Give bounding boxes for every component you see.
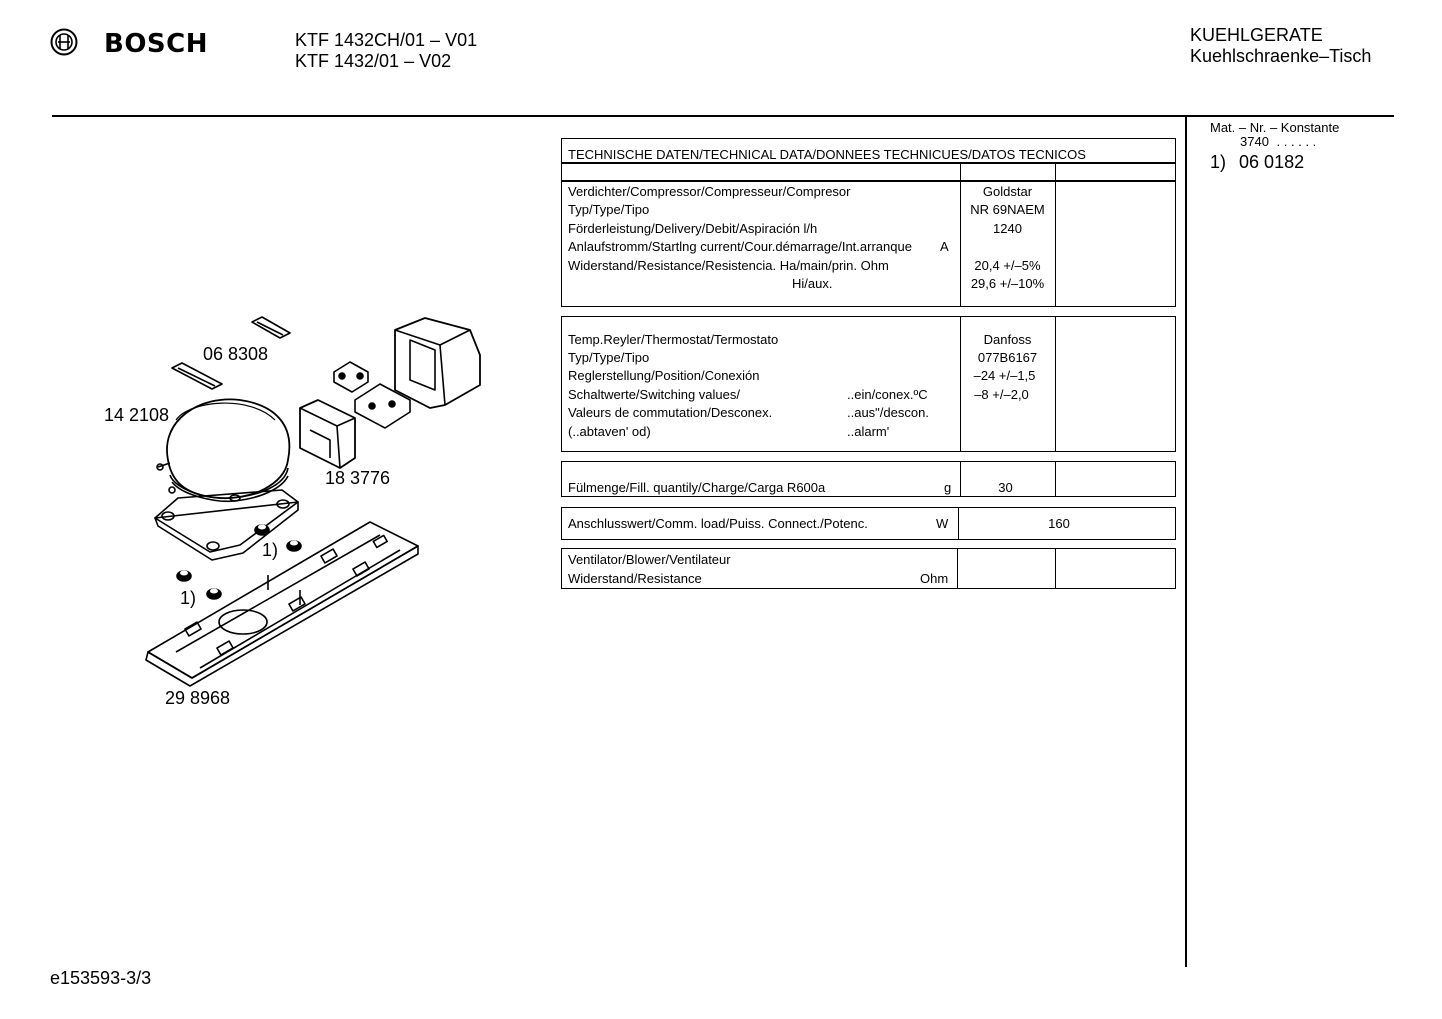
header-rule bbox=[52, 115, 1394, 117]
part-label-068308: 06 8308 bbox=[203, 344, 269, 364]
fill-quantity-value: 30 bbox=[998, 480, 1013, 495]
part-label-298968: 29 8968 bbox=[165, 688, 231, 708]
category-subtitle: Kuehlschraenke–Tisch bbox=[1190, 46, 1372, 66]
compressor-row-label: Typ/Type/Tipo bbox=[568, 202, 650, 217]
thermostat-value: Danfoss bbox=[983, 332, 1032, 347]
tech-title: TECHNISCHE DATEN/TECHNICAL DATA/DONNEES TECHNICUES/DATOS TECNICOS bbox=[568, 147, 1086, 162]
footnote-label-lower: 1) bbox=[180, 588, 197, 608]
footnote-label-upper: 1) bbox=[262, 540, 279, 560]
document-id: e153593-3/3 bbox=[50, 968, 152, 988]
brand-name: BOSCH bbox=[104, 29, 208, 59]
thermostat-mid-label: ..ein/conex.ºC bbox=[847, 387, 928, 402]
mat-nr-value bbox=[1240, 134, 1316, 149]
fan-resistance-label: Widerstand/Resistance bbox=[568, 571, 702, 586]
fan-label: Ventilator/Blower/Ventilateur bbox=[568, 552, 731, 567]
compressor-row-label: Verdichter/Compressor/Compresseur/Compresor bbox=[568, 184, 851, 199]
thermostat-mid-label: ..aus"/descon. bbox=[847, 405, 929, 420]
mat-nr-number: 3740 bbox=[1240, 134, 1269, 149]
fill-quantity-label: Fülmenge/Fill. quantily/Charge/Carga R600a bbox=[568, 480, 826, 495]
footnote-entry bbox=[1210, 152, 1304, 173]
connected-load-label: Anschlusswert/Comm. load/Puiss. Connect./Potenc. bbox=[568, 516, 868, 531]
compressor-row-label: Widerstand/Resistance/Resistencia. Ha/main/prin. Ohm bbox=[568, 258, 889, 273]
part-label-142108: 14 2108 bbox=[104, 405, 170, 425]
compressor-value: 1240 bbox=[993, 221, 1022, 236]
compressor-unit-a: A bbox=[940, 239, 949, 254]
compressor-value: Goldstar bbox=[982, 184, 1033, 199]
thermostat-row-label: (..abtaven' od) bbox=[568, 424, 651, 439]
fan-divider-2 bbox=[1055, 548, 1056, 589]
thermostat-value: 077B6167 bbox=[977, 350, 1038, 365]
compressor-value: 29,6 +/–10% bbox=[970, 276, 1045, 291]
bosch-emblem-icon bbox=[50, 28, 78, 56]
fill-quantity-unit: g bbox=[944, 480, 952, 495]
connected-load-value: 160 bbox=[1048, 516, 1070, 531]
thermostat-divider-2 bbox=[1055, 316, 1056, 452]
mounting-strip-upper bbox=[252, 317, 290, 338]
mat-nr-dots: . . . . . . bbox=[1276, 134, 1317, 149]
tech-header-row bbox=[561, 163, 1176, 181]
thermostat-value: –24 +/–1,5 bbox=[973, 368, 1036, 383]
connected-load-unit: W bbox=[936, 516, 949, 531]
exploded-parts-diagram bbox=[0, 300, 560, 760]
category-title: KUEHLGERATE bbox=[1190, 25, 1323, 45]
compressor-part bbox=[155, 399, 298, 560]
bosch-logo bbox=[50, 28, 78, 56]
fan-divider-1 bbox=[957, 548, 958, 589]
thermostat-row-label: Reglerstellung/Position/Conexión bbox=[568, 368, 760, 383]
mounting-strip-lower bbox=[172, 363, 222, 389]
footnote-marker: 1) bbox=[1210, 152, 1227, 172]
model-number-1: KTF 1432CH/01 – V01 bbox=[295, 30, 478, 50]
mat-nr-label: Mat. – Nr. – Konstante bbox=[1210, 120, 1340, 135]
footnote-part-number: 06 0182 bbox=[1239, 152, 1305, 172]
sidebar-divider bbox=[1185, 117, 1187, 967]
compressor-row-label: Anlaufstromm/Startlng current/Cour.démarrage/Int.arranque bbox=[568, 239, 912, 254]
thermostat-connector bbox=[334, 362, 410, 428]
thermostat-row-label: Schaltwerte/Switching values/ bbox=[568, 387, 740, 402]
fill-divider-2 bbox=[1055, 461, 1056, 497]
thermostat-row-label: Typ/Type/Tipo bbox=[568, 350, 650, 365]
compressor-row-label: Förderleistung/Delivery/Debit/Aspiración l/h bbox=[568, 221, 818, 236]
fan-resistance-unit: Ohm bbox=[920, 571, 949, 586]
relay-clip bbox=[300, 400, 355, 468]
compressor-value: 20,4 +/–5% bbox=[974, 258, 1041, 273]
tech-header-divider-1 bbox=[960, 163, 961, 181]
model-number-2: KTF 1432/01 – V02 bbox=[295, 51, 452, 71]
compressor-value: NR 69NAEM bbox=[970, 202, 1045, 217]
relay-cover bbox=[395, 318, 480, 408]
thermostat-value: –8 +/–2,0 bbox=[974, 387, 1029, 402]
thermostat-row-label: Valeurs de commutation/Desconex. bbox=[568, 405, 773, 420]
part-label-183776: 18 3776 bbox=[325, 468, 391, 488]
tech-header-divider-2 bbox=[1055, 163, 1056, 181]
thermostat-row-label: Temp.Reyler/Thermostat/Termostato bbox=[568, 332, 779, 347]
thermostat-mid-label: ..alarm' bbox=[847, 424, 890, 439]
compressor-hi-aux: Hi/aux. bbox=[792, 276, 833, 291]
compressor-divider-2 bbox=[1055, 181, 1056, 307]
